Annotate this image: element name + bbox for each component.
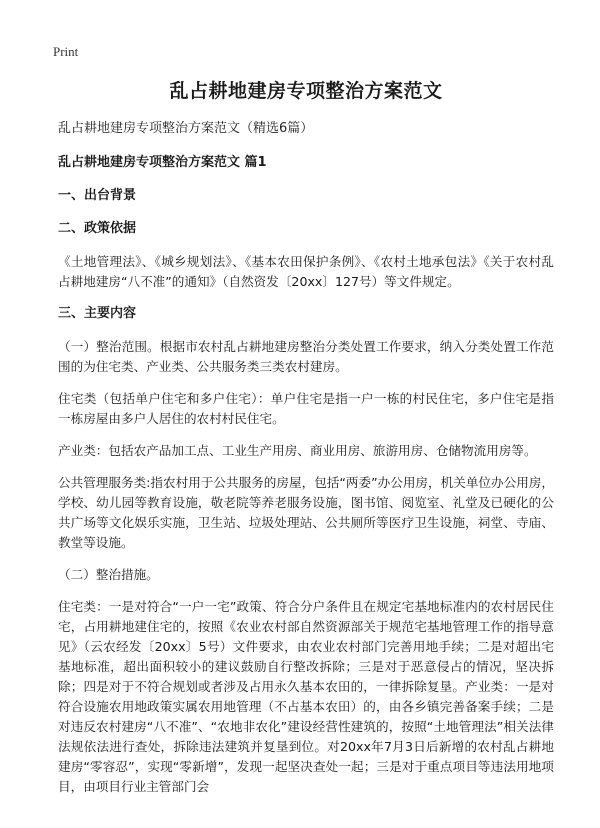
paragraph-measures: 住宅类：一是对符合“一户一宅”政策、符合分户条件且在规定宅基地标准内的农村居民住宅，占用耕地建住宅的，按照《农业农村部自然资源部关于规范宅基地管理工作的指导意见》（云农经发〔20xx〕5号）文件要求，由农业农村部门完善用地手续；二是对超出宅基地标准，超出面积较小的建议鼓励自行整改拆除；三是对于恶意侵占的情况，坚决拆除；四是对于不符合规划或者涉及占用永久基本农田的，一律拆除复垦。产业类：一是对符合设施农用地政策实属农用地管理（不占基本农田）的，由各乡镇完善备案手续；二是对违反农村建房“八不准”、“农地非农化”建设经营性建筑的，按照“土地管理法”相关法律法规依法进行查处，拆除违法建筑并复垦到位。对20xx年7月3日后新增的农村乱占耕地建房“零容忍”，实现“零新增”，发现一起坚决查处一起；三是对于重点项目等违法用地项目，由项目行业主管部门会 bbox=[58, 599, 554, 794]
paragraph-public-service: 公共管理服务类:指农村用于公共服务的房屋，包括“两委”办公用房，机关单位办公用房，学校、幼儿园等教育设施，敬老院等养老服务设施，图书馆、阅览室、礼堂及已硬化的公共广场等文化娱乐实施，卫生站、垃圾处理站、公共厕所等医疗卫生设施，祠堂、寺庙、教堂等设施。 bbox=[58, 475, 554, 550]
paragraph-scope: （一）整治范围。根据市农村乱占耕地建房整治分类处置工作要求，纳入分类处置工作范围的为住宅类、产业类、公共服务类三类农村建房。 bbox=[58, 339, 554, 374]
document-content bbox=[58, 76, 554, 809]
heading-background: 一、出台背景 bbox=[58, 188, 137, 203]
paragraph-industrial: 产业类：包括农产品加工点、工业生产用房、商业用房、旅游用房、仓储物流用房等。 bbox=[58, 443, 537, 458]
print-label: Print bbox=[53, 44, 79, 59]
heading-main-content: 三、主要内容 bbox=[58, 306, 137, 321]
paragraph-policy-basis: 《土地管理法》、《城乡规划法》、《基本农田保护条例》、《农村土地承包法》《关于农村乱占耕地建房“八不准”的通知》（自然资发〔20xx〕127号）等文件规定。 bbox=[58, 254, 554, 289]
document-title: 乱占耕地建房专项整治方案范文 bbox=[169, 80, 443, 102]
heading-policy-basis: 二、政策依据 bbox=[58, 221, 137, 236]
section-title: 乱占耕地建房专项整治方案范文 篇1 bbox=[58, 155, 267, 170]
document-subtitle: 乱占耕地建房专项整治方案范文（精选6篇） bbox=[58, 121, 314, 136]
paragraph-residential: 住宅类（包括单户住宅和多户住宅）：单户住宅是指一户一栋的村民住宅，多户住宅是指一栋房屋由多户人居住的农村村民住宅。 bbox=[58, 391, 554, 426]
paragraph-measures-heading: （二）整治措施。 bbox=[58, 567, 159, 582]
